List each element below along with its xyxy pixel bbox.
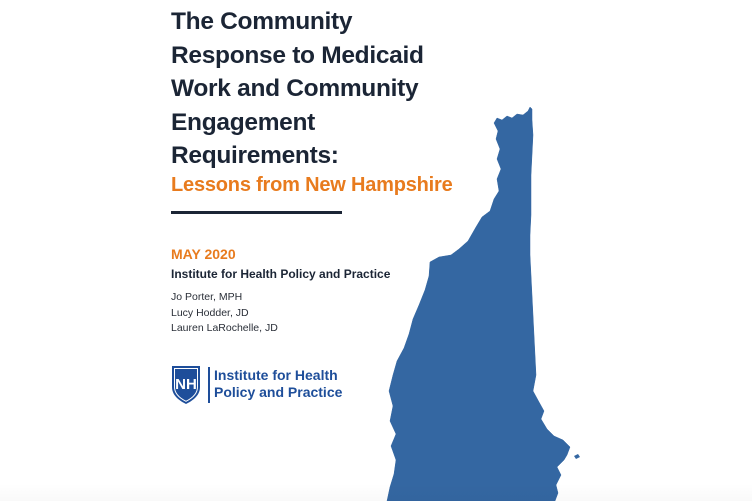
logo-mark: NH bbox=[175, 376, 197, 393]
organization-name: Institute for Health Policy and Practice bbox=[171, 267, 391, 281]
logo-divider bbox=[208, 367, 210, 403]
title-line: Response to Medicaid bbox=[171, 41, 424, 69]
page-bottom-shade bbox=[0, 483, 752, 501]
logo-text bbox=[214, 367, 342, 401]
title-line: Engagement bbox=[171, 108, 316, 136]
author-item: Lucy Hodder, JD bbox=[171, 306, 249, 319]
title-line: The Community bbox=[171, 8, 353, 35]
report-subtitle: Lessons from New Hampshire bbox=[171, 174, 453, 196]
logo-line: Institute for Health bbox=[214, 367, 338, 383]
institute-logo bbox=[170, 365, 360, 407]
author-item: Lauren LaRochelle, JD bbox=[171, 322, 278, 334]
report-date: MAY 2020 bbox=[171, 246, 236, 262]
title-line: Work and Community bbox=[171, 75, 419, 102]
unh-shield-icon bbox=[170, 365, 202, 405]
author-item: Jo Porter, MPH bbox=[171, 291, 243, 303]
logo-line: Policy and Practice bbox=[214, 384, 343, 400]
new-hampshire-map-icon bbox=[360, 105, 590, 501]
author-list bbox=[171, 290, 278, 337]
title-line: Requirements: bbox=[171, 142, 339, 169]
divider-rule bbox=[171, 211, 342, 214]
